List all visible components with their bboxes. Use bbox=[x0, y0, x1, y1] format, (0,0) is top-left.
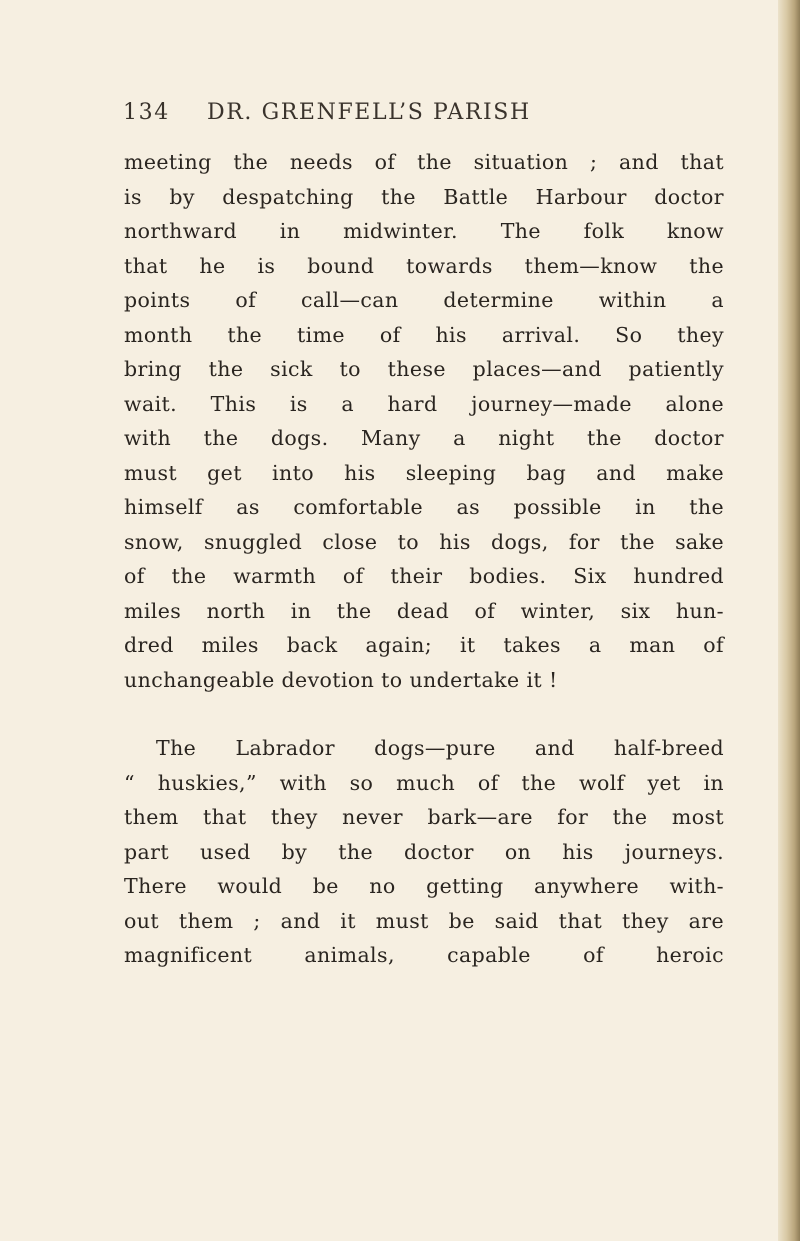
text-line: points of call—can determine within a bbox=[124, 288, 724, 312]
text-line: himself as comfortable as possible in the bbox=[124, 495, 724, 519]
text-line: snow, snuggled close to his dogs, for the sake bbox=[124, 529, 724, 554]
text-line: wait. This is a hard journey—made alone bbox=[124, 391, 724, 416]
text-line: magnificent animals, capable of heroic bbox=[124, 943, 724, 967]
text-line: of the warmth of their bodies. Six hundred bbox=[124, 564, 724, 588]
text-line: month the time of his arrival. So they bbox=[124, 322, 724, 347]
text-line: part used by the doctor on his journeys. bbox=[124, 839, 724, 864]
text-line: miles north in the dead of winter, six hun- bbox=[124, 598, 724, 623]
paragraph-1 bbox=[124, 145, 724, 697]
text-line: bring the sick to these places—and patiently bbox=[124, 357, 724, 381]
text-line: must get into his sleeping bag and make bbox=[124, 460, 724, 485]
paragraph-2 bbox=[124, 731, 724, 973]
text-line: them that they never bark—are for the most bbox=[124, 805, 724, 829]
text-line: that he is bound towards them—know the bbox=[124, 253, 724, 278]
running-head bbox=[123, 100, 723, 125]
text-line: dred miles back again; it takes a man of bbox=[124, 633, 724, 657]
text-line: out them ; and it must be said that they are bbox=[124, 908, 724, 933]
body-text bbox=[124, 145, 724, 973]
paragraph-gap bbox=[124, 697, 724, 731]
text-line: with the dogs. Many a night the doctor bbox=[124, 426, 724, 450]
book-title: DR. GRENFELL’S PARISH bbox=[207, 100, 531, 125]
text-line: meeting the needs of the situation ; and that bbox=[124, 150, 724, 174]
page-edge bbox=[778, 0, 800, 1241]
page-number: 134 bbox=[123, 100, 170, 125]
text-line: unchangeable devotion to undertake it ! bbox=[124, 667, 558, 692]
text-line: northward in midwinter. The folk know bbox=[124, 219, 724, 243]
text-line: The Labrador dogs—pure and half-breed bbox=[156, 736, 724, 760]
text-line: There would be no getting anywhere with- bbox=[124, 874, 724, 898]
text-line: “ huskies,” with so much of the wolf yet in bbox=[124, 770, 724, 795]
text-line: is by despatching the Battle Harbour doctor bbox=[124, 184, 724, 209]
